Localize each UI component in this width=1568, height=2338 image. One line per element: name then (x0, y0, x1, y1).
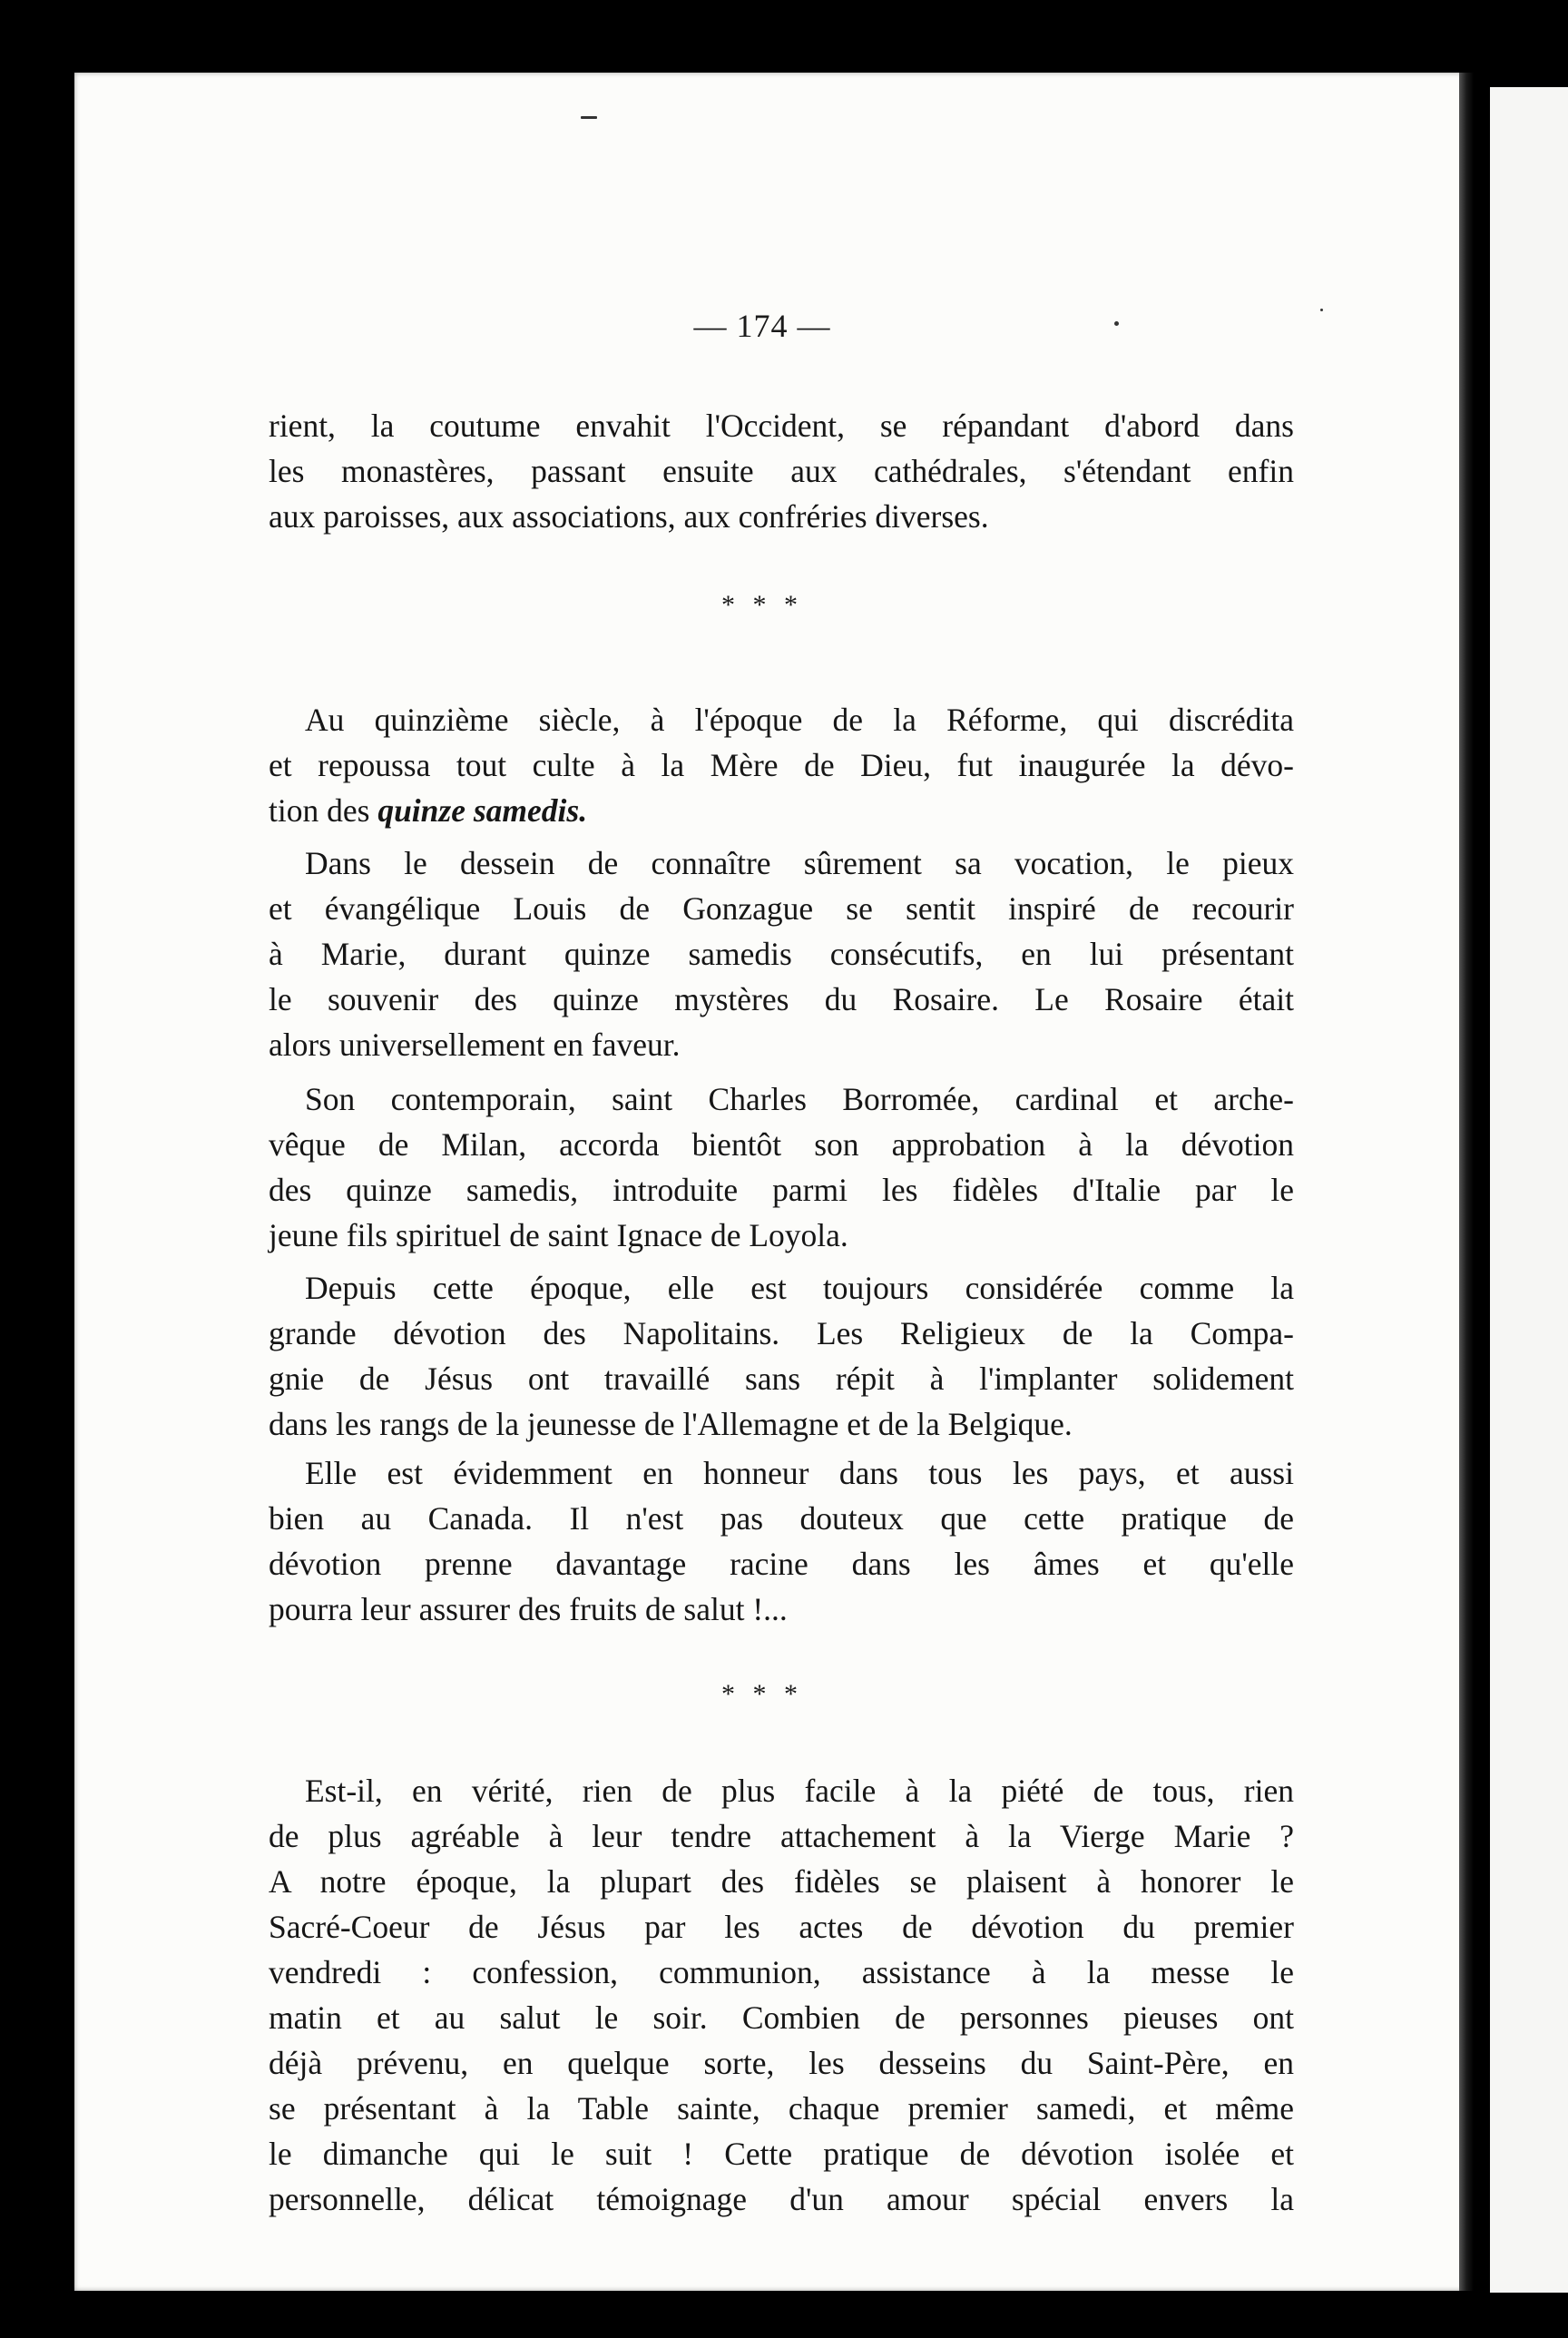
text-line: rient, la coutume envahit l'Occident, se répandant d'abord dans (269, 408, 1294, 444)
text-line: le dimanche qui le suit ! Cette pratique de dévotion isolée et (269, 2136, 1294, 2172)
text-line: bien au Canada. Il n'est pas douteux que cette pratique de (269, 1500, 1294, 1537)
page-gutter-shadow (1459, 73, 1474, 2291)
paragraph-reforme (269, 697, 1294, 833)
text-line: gnie de Jésus ont travaillé sans répit à l'implanter solidement (269, 1361, 1294, 1397)
scan-speck (581, 116, 597, 119)
text-line: se présentant à la Table sainte, chaque premier samedi, et même (269, 2090, 1294, 2127)
text-line: grande dévotion des Napolitains. Les Religieux de la Compa- (269, 1315, 1294, 1351)
text-line: Son contemporain, saint Charles Borromée, cardinal et arche- (305, 1081, 1294, 1117)
page-number: — 174 — (693, 308, 831, 344)
paragraph-canada (269, 1450, 1294, 1632)
text-line: dévotion prenne davantage racine dans les âmes et qu'elle (269, 1546, 1294, 1582)
paragraph-gonzague (269, 840, 1294, 1067)
section-separator: * * * (721, 590, 803, 620)
text-line: Au quinzième siècle, à l'époque de la Réforme, qui discrédita (305, 702, 1294, 738)
text-fragment: tion des (269, 792, 378, 829)
text-line: les monastères, passant ensuite aux cathédrales, s'étendant enfin (269, 453, 1294, 489)
text-line: personnelle, délicat témoignage d'un amour spécial envers la (269, 2181, 1294, 2217)
text-line: matin et au salut le soir. Combien de personnes pieuses ont (269, 1999, 1294, 2036)
paragraph-continuation (269, 403, 1294, 539)
text-line: A notre époque, la plupart des fidèles se plaisent à honorer le (269, 1863, 1294, 1900)
text-line: à Marie, durant quinze samedis consécutifs, en lui présentant (269, 936, 1294, 972)
paragraph-napolitains (269, 1265, 1294, 1447)
text-line: Depuis cette époque, elle est toujours considérée comme la (305, 1270, 1294, 1306)
text-line: de plus agréable à leur tendre attachement à la Vierge Marie ? (269, 1818, 1294, 1854)
adjacent-page-edge (1490, 87, 1568, 2293)
text-line: le souvenir des quinze mystères du Rosaire. Le Rosaire était (269, 981, 1294, 1017)
text-line: vendredi : confession, communion, assistance à la messe le (269, 1954, 1294, 1990)
text-line: des quinze samedis, introduite parmi les fidèles d'Italie par le (269, 1172, 1294, 1208)
text-line: aux paroisses, aux associations, aux confréries diverses. (269, 498, 989, 535)
text-line: Sacré-Coeur de Jésus par les actes de dévotion du premier (269, 1909, 1294, 1945)
text-line: Elle est évidemment en honneur dans tous les pays, et aussi (305, 1455, 1294, 1491)
text-line-with-emphasis (269, 788, 1294, 833)
text-line: et évangélique Louis de Gonzague se sentit inspiré de recourir (269, 890, 1294, 927)
text-line: Dans le dessein de connaître sûrement sa vocation, le pieux (305, 845, 1294, 881)
text-line: déjà prévenu, en quelque sorte, les desseins du Saint-Père, en (269, 2045, 1294, 2081)
text-line: et repoussa tout culte à la Mère de Dieu, fut inaugurée la dévo- (269, 747, 1294, 783)
text-line: vêque de Milan, accorda bientôt son approbation à la dévotion (269, 1126, 1294, 1163)
text-line: pourra leur assurer des fruits de salut !... (269, 1591, 788, 1627)
text-line: alors universellement en faveur. (269, 1027, 681, 1063)
paragraph-borromee (269, 1076, 1294, 1258)
paragraph-premier-samedi (269, 1768, 1294, 2222)
emphasis-quinze-samedis: quinze samedis. (377, 792, 588, 829)
text-line: Est-il, en vérité, rien de plus facile à la piété de tous, rien (305, 1773, 1294, 1809)
section-separator: * * * (721, 1679, 803, 1709)
text-line: jeune fils spirituel de saint Ignace de Loyola. (269, 1217, 848, 1253)
text-line: dans les rangs de la jeunesse de l'Allemagne et de la Belgique. (269, 1406, 1073, 1442)
